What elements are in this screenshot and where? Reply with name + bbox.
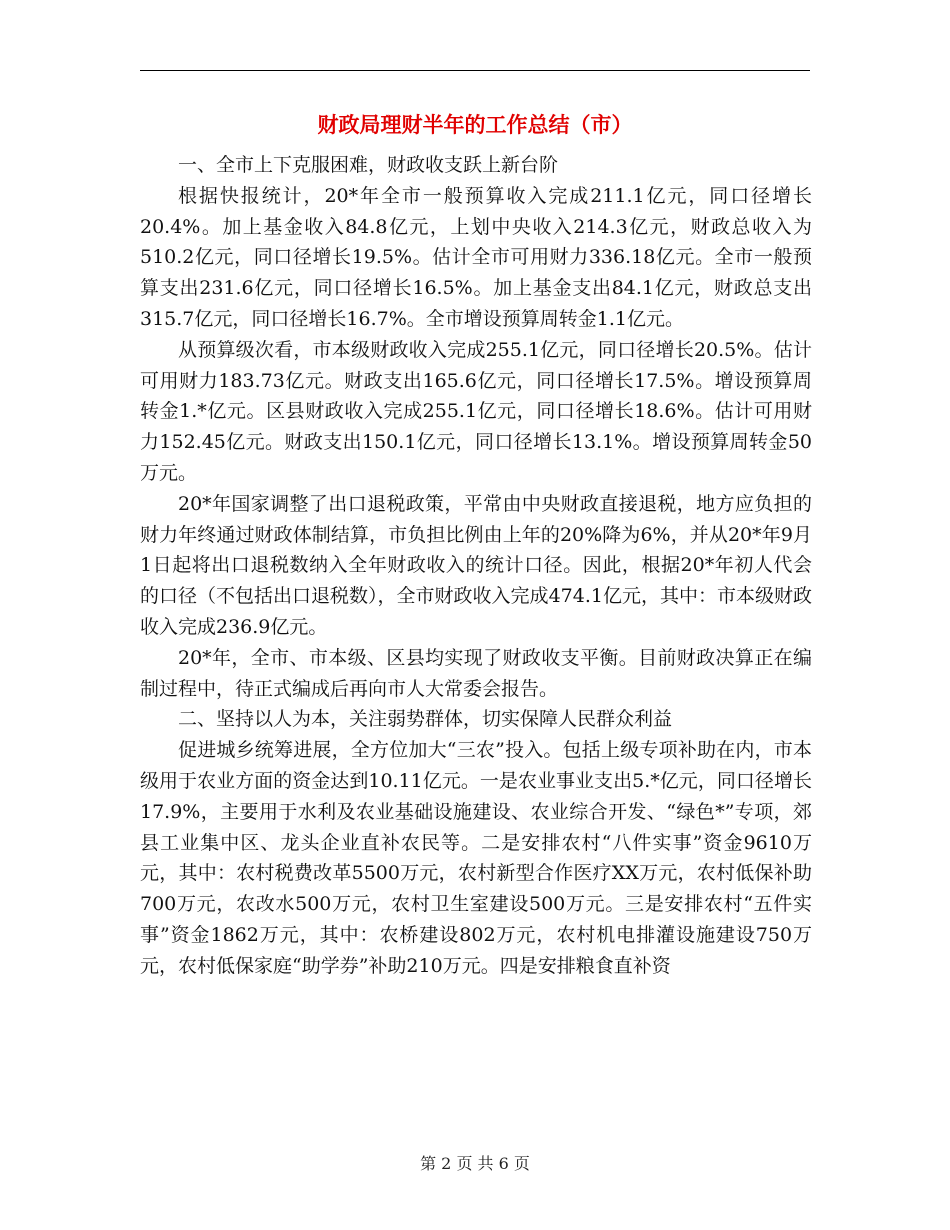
- paragraph-revenue-summary: 根据快报统计，20*年全市一般预算收入完成211.1亿元，同口径增长20.4%。加上基金收入84.8亿元，上划中央收入214.3亿元，财政总收入为510.2亿元，同口径增长19.5%。估计全市可用财力336.18亿元。全市一般预算支出231.6亿元，同口径增长16.5%。加上基金支出84.1亿元，财政总支出315.7亿元，同口径增长16.7%。全市增设预算周转金1.1亿元。: [140, 184, 812, 330]
- section-heading-2: 二、坚持以人为本，关注弱势群体，切实保障人民群众利益: [178, 708, 673, 731]
- paragraph-export-tax-rebate: 20*年国家调整了出口退税政策，平常由中央财政直接退税，地方应负担的财力年终通过财政体制结算，市负担比例由上年的20%降为6%，并从20*年9月1日起将出口退税数纳入全年财政收入的统计口径。因此，根据20*年初人代会的口径（不包括出口退税数），全市财政收入完成474.1亿元，其中：市本级财政收入完成236.9亿元。: [140, 492, 812, 638]
- page-number-footer: 第 2 页 共 6 页: [420, 1154, 530, 1173]
- document-title: 财政局理财半年的工作总结（市）: [317, 113, 633, 137]
- section-heading-1: 一、全市上下克服困难，财政收支跃上新台阶: [178, 154, 559, 176]
- header-rule: [140, 70, 810, 71]
- paragraph-balance: 20*年，全市、市本级、区县均实现了财政收支平衡。目前财政决算正在编制过程中，待正式编成后再向市人大常委会报告。: [140, 646, 812, 700]
- paragraph-budget-levels: 从预算级次看，市本级财政收入完成255.1亿元，同口径增长20.5%。估计可用财力183.73亿元。财政支出165.6亿元，同口径增长17.5%。增设预算周转金1.*亿元。区县财政收入完成255.1亿元，同口径增长18.6%。估计可用财力152.45亿元。财政支出150.1亿元，同口径增长13.1%。增设预算周转金50万元。: [140, 338, 812, 484]
- paragraph-rural-investment: 促进城乡统筹进展，全方位加大“三农”投入。包括上级专项补助在内，市本级用于农业方面的资金达到10.11亿元。一是农业事业支出5.*亿元，同口径增长17.9%，主要用于水利及农业基础设施建设、农业综合开发、“绿色*”专项，郊县工业集中区、龙头企业直补农民等。二是安排农村“八件实事”资金9610万元，其中：农村税费改革5500万元，农村新型合作医疗XX万元，农村低保补助700万元，农改水500万元，农村卫生室建设500万元。三是安排农村“五件实事”资金1862万元，其中：农桥建设802万元，农村机电排灌设施建设750万元，农村低保家庭“助学券”补助210万元。四是安排粮食直补资: [140, 739, 812, 977]
- document-body: [140, 150, 812, 982]
